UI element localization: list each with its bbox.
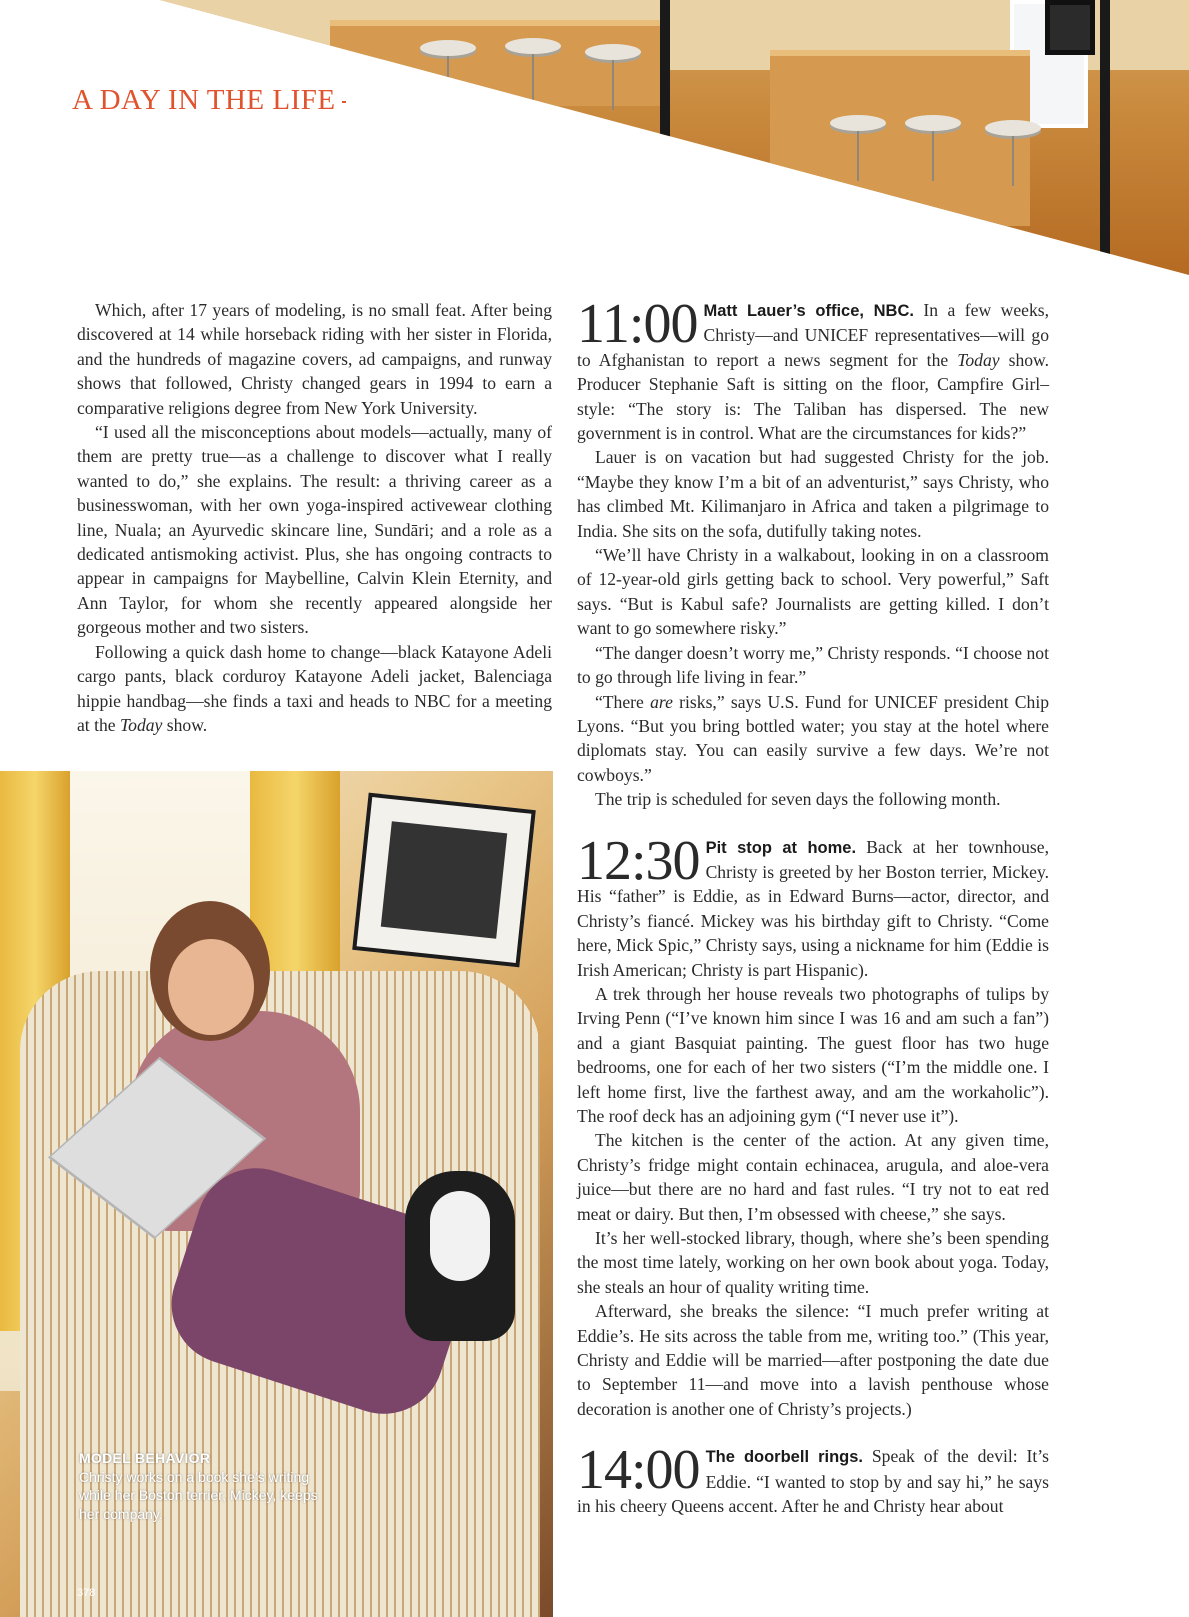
- entry-lead: 12:30 Pit stop at home. Back at her townhouse, Christy is greeted by her Boston terrier, Mickey. His “father” is Eddie, as in Edward Burns—actor, director, and Christy’s fiancé. Mickey was his birthday gift to Christy. “Come here, Mick Spic,” Christy says, using a nickname for him (Eddie is Irish American; Christy is part Hispanic).: [577, 829, 1049, 980]
- paragraph: “The danger doesn’t worry me,” Christy responds. “I choose not to go through life living in fear.”: [577, 642, 1049, 688]
- entry-heading: The doorbell rings.: [705, 1448, 863, 1467]
- title-ornament: [342, 101, 346, 103]
- paragraph: Following a quick dash home to change—black Katayone Adeli cargo pants, black corduroy Katayone Adeli jacket, Balenciaga hippie handbag—she finds a taxi and heads to NBC for a meeting at the Today show.: [77, 641, 552, 735]
- paragraph: Which, after 17 years of modeling, is no small feat. After being discovered at 14 while horseback riding with her sister in Florida, and the hundreds of magazine covers, ad campaigns, and runway shows that followed, Christy changed gears in 1994 to earn a comparative religions degree from New York University.: [77, 300, 552, 418]
- entry-lead: 11:00 Matt Lauer’s office, NBC. In a few weeks, Christy—and UNICEF representatives—will go to Afghanistan to report a news segment for the Today show. Producer Stephanie Saft is sitting on the floor, Campfire Girl–style: “The story is: The Taliban has dispersed. The new government is in control. What are the circumstances for kids?”: [577, 293, 1050, 444]
- paragraph: “We’ll have Christy in a walkabout, looking in on a classroom of 12-year-old girls getting back to school. Very powerful,” Saft says. “But is Kabul safe? Journalists are getting killed. I don’t want to go somewhere risky.”: [577, 545, 1049, 639]
- timeline-entry-1100: [577, 293, 1050, 812]
- entry-time: 11:00: [577, 293, 698, 355]
- entry-lead: 14:00 The doorbell rings. Speak of the devil: It’s Eddie. “I wanted to stop by and say hi,” he says in his cheery Queens accent. After he and Christy hear about: [577, 1439, 1049, 1517]
- left-column: [77, 298, 552, 737]
- photo-caption: [79, 1449, 319, 1523]
- right-column: [577, 293, 1050, 1542]
- paragraph: Lauer is on vacation but had suggested Christy for the job. “Maybe they know I’m a bit of an adventurist,” says Christy, who has climbed Mt. Kilimanjaro in Africa and taken a pilgrimage to India. She sits on the sofa, dutifully taking notes.: [577, 447, 1049, 541]
- paragraph: The trip is scheduled for seven days the following month.: [595, 789, 1001, 810]
- entry-time: 14:00: [577, 1439, 700, 1502]
- entry-heading: Pit stop at home.: [705, 838, 857, 857]
- caption-text: Christy works on a book she’s writing while her Boston terrier, Mickey, keeps her company.: [79, 1468, 318, 1522]
- page-number: 378: [77, 1587, 96, 1599]
- entry-heading: Matt Lauer’s office, NBC.: [703, 302, 914, 320]
- caption-title: MODEL BEHAVIOR: [79, 1450, 211, 1466]
- timeline-entry-1400: [577, 1439, 1049, 1518]
- paragraph: A trek through her house reveals two photographs of tulips by Irving Penn (“I’ve known him since I was 16 and am such a fan”) and a giant Basquiat painting. The guest floor has two huge bedrooms, one for each of her two sisters (“I’m the middle one. I left home first, live the farthest away, and am the workaholic”). The roof deck has an adjoining gym (“I never use it”).: [577, 983, 1049, 1126]
- paragraph: “I used all the misconceptions about models—actually, many of them are pretty true—as a challenge to discover what I really wanted to do,” she explains. The result: a thriving career as a businesswoman, with her own yoga-inspired activewear clothing line, Nuala; an Ayurvedic skincare line, Sundāri; and a role as a dedicated antismoking activist. Plus, she has ongoing contracts to appear in campaigns for Maybelline, Calvin Klein Eternity, and Ann Taylor, for whom she recently appeared alongside her gorgeous mother and two sisters.: [77, 422, 552, 638]
- timeline-entry-1230: [577, 829, 1049, 1422]
- paragraph: It’s her well-stocked library, though, where she’s been spending the most time lately, working on her own book about yoga. Today, she steals an hour of quality writing time.: [577, 1228, 1049, 1297]
- paragraph: Afterward, she breaks the silence: “I much prefer writing at Eddie’s. He sits across the table from me, writing too.” (This year, Christy and Eddie will be married—after postponing the date due to September 11—and move into a lavish penthouse whose decoration is another one of Christy’s projects.): [577, 1301, 1049, 1419]
- paragraph: “There are risks,” says U.S. Fund for UNICEF president Chip Lyons. “But you bring bottled water; you stay at the hotel where diplomats stay. You can easily survive a few days. We’re not cowboys.”: [577, 691, 1050, 785]
- kitchen-photo: [0, 0, 1189, 275]
- entry-time: 12:30: [577, 829, 700, 892]
- paragraph: The kitchen is the center of the action. At any given time, Christy’s fridge might contain echinacea, arugula, and aloe-vera juice—but there are no hard and fast rules. “I try not to eat red meat or dairy. But then, I’m obsessed with cheese,” she says.: [577, 1130, 1049, 1224]
- section-title: A DAY IN THE LIFE: [72, 84, 336, 116]
